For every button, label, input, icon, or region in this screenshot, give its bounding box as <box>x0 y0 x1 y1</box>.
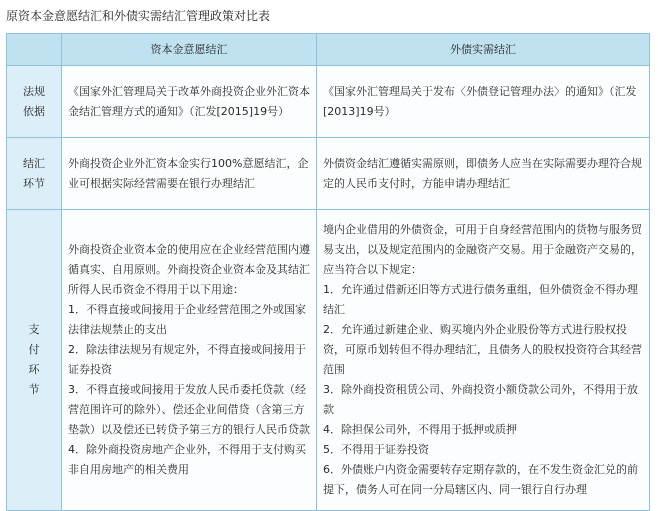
table-row-settlement <box>7 138 650 210</box>
debt-payment-item: 5．不得用于证券投资 <box>323 443 429 456</box>
capital-payment-item: 3．不得直接或间接用于发放人民币委托贷款（经营范围许可的除外）、偿还企业间借贷（含第三方垫款）以及偿还已转贷予第三方的银行人民币贷款 <box>68 383 310 436</box>
row-label-payment: 支 付 环 节 <box>7 210 62 511</box>
cell-capital-settlement: 外商投资企业外汇资本金实行100%意愿结汇，企业可根据实际经营需要在银行办理结汇 <box>62 138 317 210</box>
capital-payment-item: 2．除法律法规另有规定外，不得直接或间接用于证券投资 <box>68 343 306 376</box>
row-label-legal-basis: 法规 依据 <box>7 66 62 138</box>
row-label-settlement: 结汇 环节 <box>7 138 62 210</box>
debt-payment-item: 6．外债账户内资金需要转存定期存款的，在不发生资金汇兑的前提下，债务人可在同一分局辖区内、同一银行自行办理 <box>323 463 638 496</box>
debt-payment-item: 3．除外商投资租赁公司、外商投资小额贷款公司外，不得用于放款 <box>323 383 638 416</box>
header-row <box>7 34 650 66</box>
debt-payment-item: 4．除担保公司外，不得用于抵押或质押 <box>323 423 517 436</box>
debt-payment-item: 1．允许通过借新还旧等方式进行债务重组，但外债资金不得办理结汇 <box>323 283 638 316</box>
table-caption: 原资本金意愿结汇和外债实需结汇管理政策对比表 <box>6 9 271 23</box>
table-row-payment <box>7 210 650 511</box>
policy-comparison-table <box>6 33 650 511</box>
table-row-legal-basis <box>7 66 650 138</box>
cell-debt-settlement: 外债资金结汇遵循实需原则，即债务人应当在实际需要办理符合规定的人民币支付时，方能申请办理结汇 <box>317 138 650 210</box>
cell-debt-legal-basis: 《国家外汇管理局关于发布〈外债登记管理办法〉的通知》（汇发[2013]19号） <box>317 66 650 138</box>
capital-payment-intro: 外商投资企业资本金的使用应在企业经营范围内遵循真实、自用原则。外商投资企业资本金及其结汇所得人民币资金不得用于以下用途： <box>68 243 310 296</box>
debt-payment-item: 2．允许通过新建企业、购买境内外企业股份等方式进行股权投资，可原币划转但不得办理结汇，且债务人的股权投资符合其经营范围 <box>323 323 642 376</box>
header-corner-cell <box>7 34 62 66</box>
header-foreign-debt-settlement: 外债实需结汇 <box>317 34 650 66</box>
cell-capital-legal-basis: 《国家外汇管理局关于改革外商投资企业外汇资本金结汇管理方式的通知》（汇发[2015]19号） <box>62 66 317 138</box>
cell-debt-payment <box>317 210 650 511</box>
capital-payment-item: 1．不得直接或间接用于企业经营范围之外或国家法律法规禁止的支出 <box>68 303 306 336</box>
header-capital-settlement: 资本金意愿结汇 <box>62 34 317 66</box>
capital-payment-item: 4．除外商投资房地产企业外，不得用于支付购买非自用房地产的相关费用 <box>68 443 306 476</box>
debt-payment-intro: 境内企业借用的外债资金，可用于自身经营范围内的货物与服务贸易支出，以及规定范围内的金融资产交易。用于金融资产交易的，应当符合以下规定： <box>323 223 642 276</box>
cell-capital-payment <box>62 210 317 511</box>
